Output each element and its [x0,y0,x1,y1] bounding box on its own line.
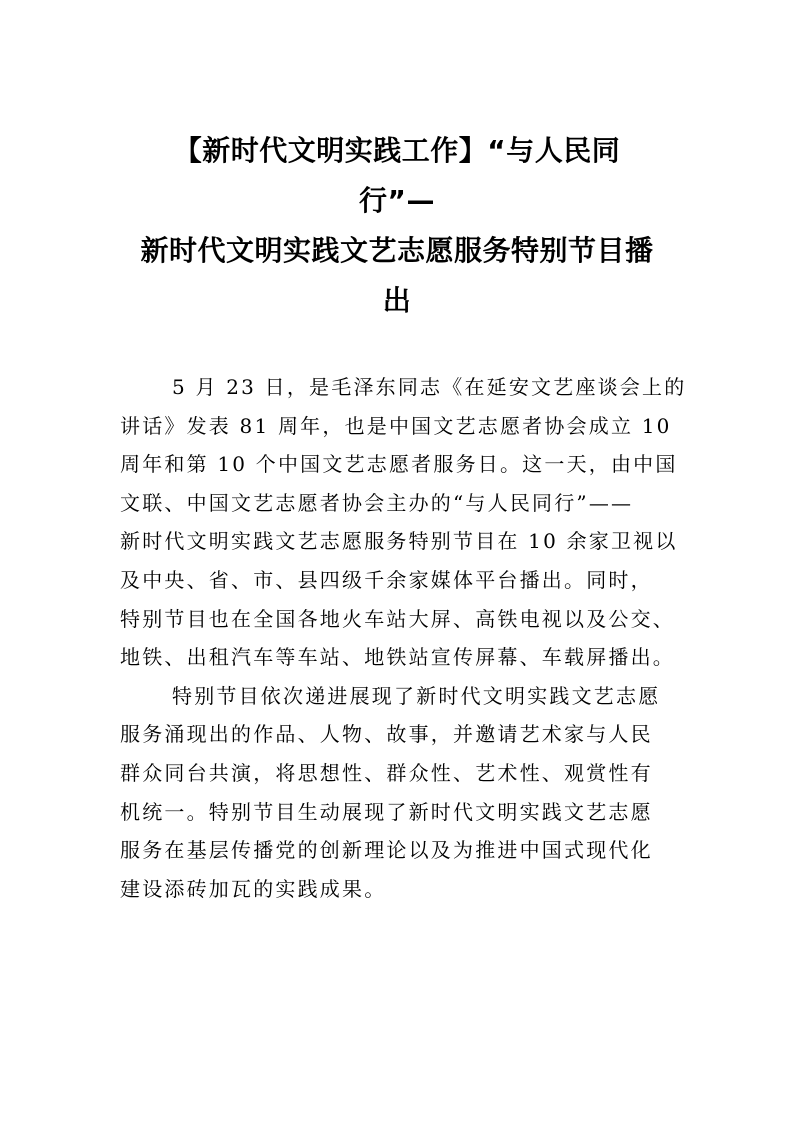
paragraph-line: 地铁、出租汽车等车站、地铁站宣传屏幕、车载屏播出。 [120,645,675,670]
paragraph-line: 讲话》发表 81 周年，也是中国文艺志愿者协会成立 10 [120,413,672,438]
title-line: 新时代文明实践文艺志愿服务特别节目播 [140,234,654,267]
paragraph-line: 新时代文明实践文艺志愿服务特别节目在 10 余家卫视以 [120,529,678,554]
paragraph-line: 5 月 23 日，是毛泽东同志《在延安文艺座谈会上的 [172,375,687,399]
paragraph-line: 建设添砖加瓦的实践成果。 [120,876,387,901]
paragraph-line: 机统一。特别节目生动展现了新时代文明实践文艺志愿 [120,799,653,824]
title-line: 行”— [359,184,435,217]
paragraph-line: 服务在基层传播党的创新理论以及为推进中国式现代化 [120,838,653,863]
title-line: 【新时代文明实践工作】“与人民同 [173,134,621,167]
document-title [120,132,674,320]
paragraph-2 [120,677,674,909]
document-body [120,368,687,908]
paragraph-line: 周年和第 10 个中国文艺志愿者服务日。这一天，由中国 [120,452,678,477]
paragraph-line: 特别节目依次递进展现了新时代文明实践文艺志愿 [172,683,661,708]
title-line: 出 [382,284,412,317]
paragraph-line: 文联、中国文艺志愿者协会主办的“与人民同行”—— [120,490,634,515]
paragraph-line: 群众同台共演，将思想性、群众性、艺术性、观赏性有 [120,760,653,785]
paragraph-line: 服务涌现出的作品、人物、故事，并邀请艺术家与人民 [120,722,653,747]
paragraph-line: 特别节目也在全国各地火车站大屏、高铁电视以及公交、 [120,606,675,631]
paragraph-1 [120,368,687,677]
paragraph-line: 及中央、省、市、县四级千余家媒体平台播出。同时， [120,567,653,592]
